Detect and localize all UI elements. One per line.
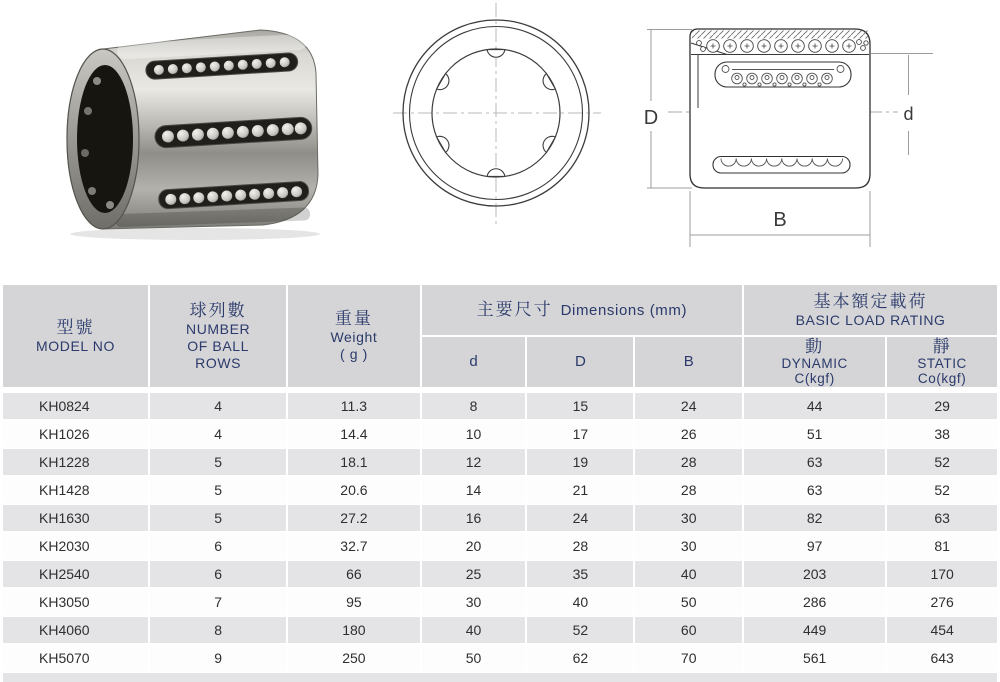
value-cell: 50 <box>422 645 526 671</box>
value-cell: 24 <box>635 393 742 419</box>
table-row <box>3 393 997 419</box>
section-view-svg <box>635 5 965 253</box>
value-cell: 27.2 <box>288 505 419 531</box>
value-cell: 19 <box>527 449 633 475</box>
value-cell: 62 <box>527 645 633 671</box>
value-cell: 5 <box>150 505 286 531</box>
value-cell: 18.1 <box>288 449 419 475</box>
header-dimensions: 主要尺寸 Dimensions (mm) <box>422 285 743 335</box>
table-header <box>3 285 997 387</box>
value-cell: 561 <box>744 645 885 671</box>
value-cell: 5 <box>150 477 286 503</box>
value-cell: 52 <box>887 477 997 503</box>
value-cell: 44 <box>744 393 885 419</box>
upper-slot <box>715 62 851 87</box>
value-cell: 52 <box>887 449 997 475</box>
value-cell: 30 <box>635 505 742 531</box>
table-bottom-strip <box>3 673 997 682</box>
value-cell: 63 <box>744 477 885 503</box>
table-body <box>3 393 997 671</box>
value-cell: 286 <box>744 589 885 615</box>
model-cell: KH0824 <box>3 393 148 419</box>
value-cell: 15 <box>527 393 633 419</box>
value-cell: 12 <box>422 449 526 475</box>
model-cell: KH1630 <box>3 505 148 531</box>
table-row <box>3 533 997 559</box>
value-cell: 66 <box>288 561 419 587</box>
table-row <box>3 449 997 475</box>
header-dim-B: B <box>635 337 742 387</box>
value-cell: 180 <box>288 617 419 643</box>
value-cell: 10 <box>422 421 526 447</box>
front-view-drawing <box>393 3 603 228</box>
value-cell: 24 <box>527 505 633 531</box>
value-cell: 170 <box>887 561 997 587</box>
value-cell: 38 <box>887 421 997 447</box>
bearing-photo <box>55 15 330 240</box>
value-cell: 6 <box>150 561 286 587</box>
model-cell: KH1228 <box>3 449 148 475</box>
value-cell: 8 <box>150 617 286 643</box>
value-cell: 7 <box>150 589 286 615</box>
centerlines <box>393 3 601 225</box>
value-cell: 50 <box>635 589 742 615</box>
value-cell: 250 <box>288 645 419 671</box>
value-cell: 25 <box>422 561 526 587</box>
table-row <box>3 589 997 615</box>
value-cell: 63 <box>744 449 885 475</box>
value-cell: 9 <box>150 645 286 671</box>
value-cell: 81 <box>887 533 997 559</box>
value-cell: 70 <box>635 645 742 671</box>
table-row <box>3 645 997 671</box>
value-cell: 11.3 <box>288 393 419 419</box>
front-view-svg <box>393 3 603 228</box>
table-row <box>3 421 997 447</box>
header-static-load: 靜 STATIC Co(kgf) <box>887 337 997 387</box>
value-cell: 82 <box>744 505 885 531</box>
value-cell: 35 <box>527 561 633 587</box>
value-cell: 203 <box>744 561 885 587</box>
value-cell: 17 <box>527 421 633 447</box>
dim-label-D: D <box>643 107 659 129</box>
spec-table <box>3 285 997 682</box>
lower-slot <box>713 157 850 174</box>
header-model-no: 型號 MODEL NO <box>3 285 148 387</box>
value-cell: 63 <box>887 505 997 531</box>
model-cell: KH4060 <box>3 617 148 643</box>
value-cell: 28 <box>635 477 742 503</box>
value-cell: 60 <box>635 617 742 643</box>
header-weight: 重量 Weight ( g ) <box>288 285 419 387</box>
value-cell: 6 <box>150 533 286 559</box>
value-cell: 20.6 <box>288 477 419 503</box>
value-cell: 32.7 <box>288 533 419 559</box>
header-dynamic-load: 動 DYNAMIC C(kgf) <box>744 337 885 387</box>
hatch-band <box>692 31 868 39</box>
dim-label-B: B <box>773 209 787 231</box>
value-cell: 40 <box>527 589 633 615</box>
value-cell: 28 <box>635 449 742 475</box>
table-row <box>3 561 997 587</box>
model-cell: KH1428 <box>3 477 148 503</box>
table-row <box>3 505 997 531</box>
value-cell: 16 <box>422 505 526 531</box>
value-cell: 26 <box>635 421 742 447</box>
table-row <box>3 477 997 503</box>
model-cell: KH5070 <box>3 645 148 671</box>
value-cell: 30 <box>422 589 526 615</box>
header-dim-D: D <box>527 337 633 387</box>
header-load-rating: 基本額定載荷 BASIC LOAD RATING <box>744 285 997 335</box>
dim-label-d: d <box>903 104 914 124</box>
value-cell: 14.4 <box>288 421 419 447</box>
value-cell: 51 <box>744 421 885 447</box>
value-cell: 97 <box>744 533 885 559</box>
value-cell: 14 <box>422 477 526 503</box>
bearing-photo-drawing <box>55 15 330 240</box>
value-cell: 52 <box>527 617 633 643</box>
header-dim-d: d <box>422 337 526 387</box>
value-cell: 643 <box>887 645 997 671</box>
model-cell: KH2540 <box>3 561 148 587</box>
value-cell: 276 <box>887 589 997 615</box>
table-row <box>3 617 997 643</box>
value-cell: 29 <box>887 393 997 419</box>
value-cell: 4 <box>150 393 286 419</box>
value-cell: 8 <box>422 393 526 419</box>
value-cell: 5 <box>150 449 286 475</box>
value-cell: 40 <box>422 617 526 643</box>
section-view-drawing <box>635 5 965 253</box>
value-cell: 95 <box>288 589 419 615</box>
model-cell: KH3050 <box>3 589 148 615</box>
value-cell: 30 <box>635 533 742 559</box>
value-cell: 21 <box>527 477 633 503</box>
value-cell: 454 <box>887 617 997 643</box>
value-cell: 28 <box>527 533 633 559</box>
value-cell: 40 <box>635 561 742 587</box>
value-cell: 4 <box>150 421 286 447</box>
model-cell: KH1026 <box>3 421 148 447</box>
header-ball-rows: 球列數 NUMBER OF BALL ROWS <box>150 285 286 387</box>
value-cell: 449 <box>744 617 885 643</box>
model-cell: KH2030 <box>3 533 148 559</box>
value-cell: 20 <box>422 533 526 559</box>
